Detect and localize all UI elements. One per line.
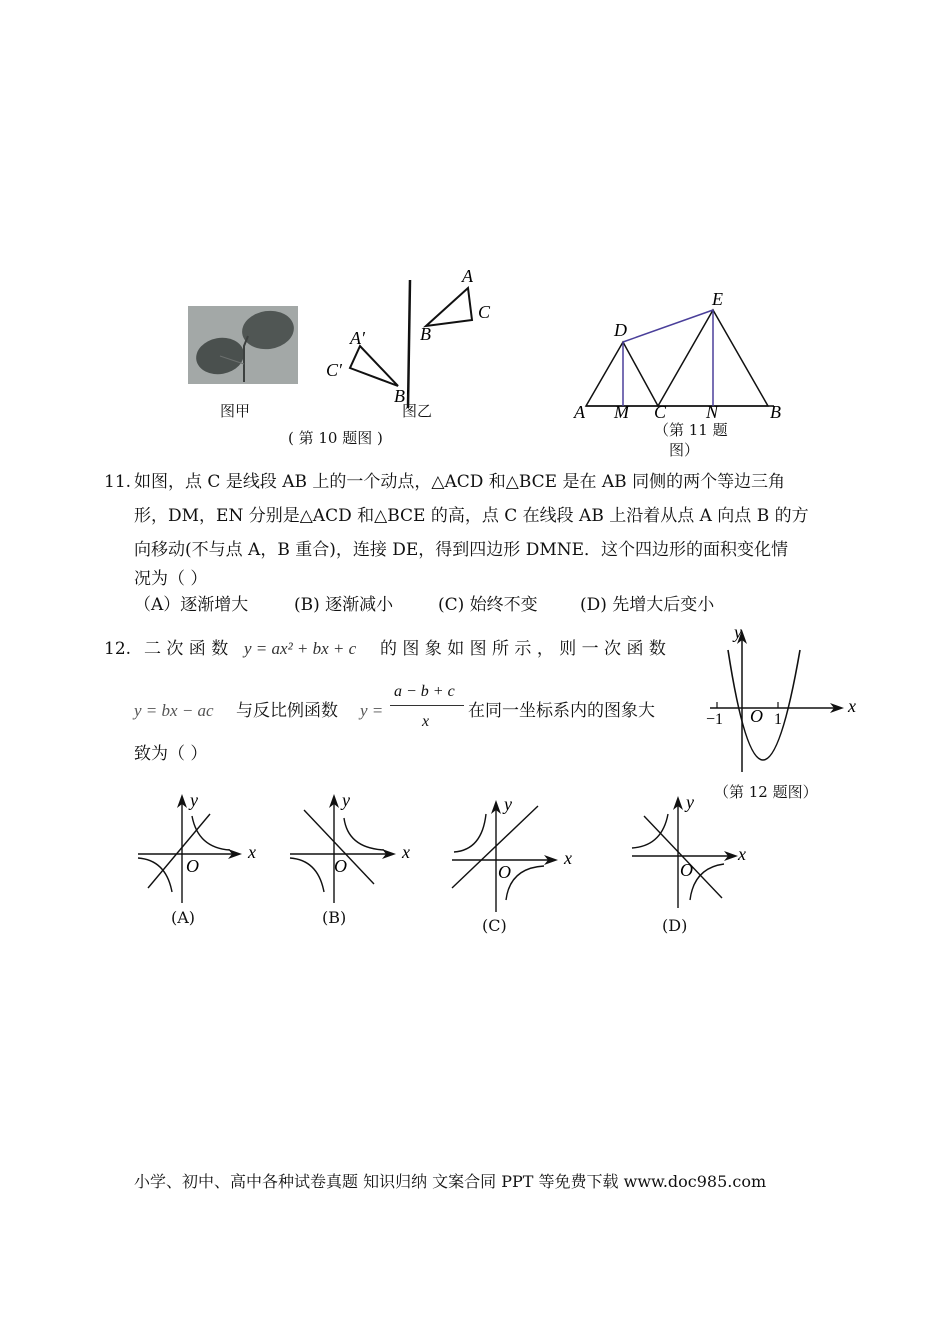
q12-formula-quadratic: y = ax² + bx + c — [244, 639, 357, 658]
axis-x-label: x — [848, 696, 856, 716]
label-A1: A′ — [350, 328, 365, 348]
option-c-graph[interactable] — [446, 792, 586, 916]
fig10-right-caption: 图乙 — [402, 402, 433, 420]
q12-line2-b: 在同一坐标系内的图象大 — [468, 701, 655, 721]
triangle-a1b1c1 — [350, 346, 398, 386]
label-C1: C′ — [326, 360, 342, 380]
option-b-label[interactable]: (B) — [322, 908, 347, 927]
fig10-caption: ( 第 10 题图 ) — [288, 429, 383, 447]
q12-formula-inverse-den: x — [422, 713, 430, 730]
q11-line4: 况为（ ） — [134, 569, 208, 589]
q12-line1-a: 二 次 函 数 — [144, 639, 229, 659]
option-a-graph[interactable] — [130, 788, 270, 908]
fig10-reflection-diagram — [320, 262, 510, 412]
origin-label: O — [750, 706, 763, 726]
label-A: A — [574, 402, 585, 422]
q11-option-c[interactable]: (C) 始终不变 — [438, 595, 538, 615]
svg-text:y: y — [190, 790, 198, 810]
option-d-label[interactable]: (D) — [662, 916, 688, 935]
triangle-abc — [426, 288, 472, 326]
q11-line2: 形，DM，EN 分别是△ACD 和△BCE 的高，点 C 在线段 AB 上沿着从点 A 向点 B 的方 — [134, 506, 809, 526]
svg-text:x: x — [738, 844, 746, 864]
q12-number: 12. — [104, 639, 132, 659]
label-B: B — [420, 324, 431, 344]
fig11-caption-line1: （第 11 题 — [654, 421, 728, 439]
q12-line3: 致为（ ） — [134, 744, 208, 764]
svg-text:x: x — [402, 842, 410, 862]
fig11-caption-line2: 图） — [669, 441, 700, 459]
label-B1: B′ — [394, 386, 409, 406]
svg-text:O: O — [680, 860, 693, 880]
option-c-label[interactable]: (C) — [482, 916, 507, 935]
label-C: C — [478, 302, 491, 322]
label-D: D — [614, 320, 627, 340]
q11-line3: 向移动(不与点 A，B 重合)，连接 DE，得到四边形 DMNE．这个四边形的面积变化情 — [134, 540, 789, 560]
label-N: N — [706, 402, 719, 422]
svg-text:x: x — [564, 848, 572, 868]
label-A: A — [462, 266, 473, 286]
q12-line1-b: 的 图 象 如 图 所 示 ， 则 一 次 函 数 — [380, 639, 666, 659]
svg-text:y: y — [686, 792, 694, 812]
svg-text:O: O — [498, 862, 511, 882]
q11-option-b[interactable]: (B) 逐渐减小 — [294, 595, 394, 615]
q11-line1: 如图，点 C 是线段 AB 上的一个动点，△ACD 和△BCE 是在 AB 同侧的两个等边三角 — [134, 472, 786, 492]
svg-text:y: y — [342, 790, 350, 810]
label-C: C — [654, 402, 667, 422]
svg-text:O: O — [334, 856, 347, 876]
fig10-left-caption: 图甲 — [220, 402, 251, 420]
option-d-graph[interactable] — [628, 790, 768, 914]
q12-formula-inverse-num: a − b + c — [394, 683, 455, 700]
svg-text:O: O — [186, 856, 199, 876]
label-E: E — [712, 289, 723, 309]
q12-formula-linear: y = bx − ac — [134, 701, 214, 720]
label-B: B — [770, 402, 781, 422]
tick-neg1: −1 — [706, 711, 724, 728]
label-M: M — [614, 402, 629, 422]
q12-parabola-graph — [700, 620, 860, 780]
q11-option-a[interactable]: （A）逐渐增大 — [134, 595, 249, 615]
q11-number: 11. — [104, 472, 132, 492]
fraction-bar — [390, 705, 464, 706]
q12-line2-a: 与反比例函数 — [236, 701, 338, 721]
svg-text:x: x — [248, 842, 256, 862]
option-b-graph[interactable] — [284, 788, 424, 908]
q12-graph-caption: （第 12 题图） — [714, 783, 818, 801]
tick-1: 1 — [774, 711, 782, 728]
q11-option-d[interactable]: (D) 先增大后变小 — [580, 595, 715, 615]
fig11-diagram — [568, 286, 794, 426]
option-a-label[interactable]: (A) — [171, 908, 196, 927]
axis-y-label: y — [734, 622, 742, 642]
svg-text:y: y — [504, 794, 512, 814]
q12-formula-inverse-lhs: y = — [360, 701, 384, 720]
footer-text: 小学、初中、高中各种试卷真题 知识归纳 文案合同 PPT 等免费下载 www.doc985.com — [134, 1172, 767, 1191]
leaf-photo-image — [188, 306, 298, 384]
fig10-photo — [188, 306, 298, 384]
